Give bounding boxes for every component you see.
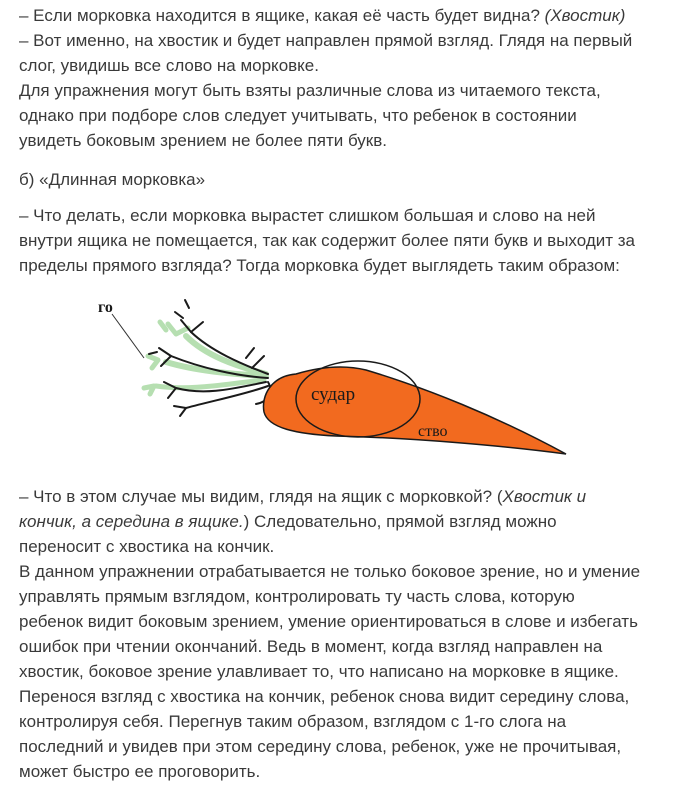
body-syllable-label: судар — [311, 384, 356, 405]
text-line: В данном упражнении отрабатывается не только боковое зрение, но и умение — [19, 562, 641, 581]
text-line: контролируя себя. Перегнув таким образом, взглядом с 1-го слога на — [19, 712, 567, 731]
text-line: переносит с хвостика на кончик. — [19, 537, 275, 556]
tail-syllable-label: го — [98, 299, 113, 316]
tip-syllable-label: ство — [418, 423, 448, 440]
section-heading: б) «Длинная морковка» — [19, 170, 206, 189]
text-line: хвостик, боковое зрение улавливает то, что написано на морковке в ящике. — [19, 662, 619, 681]
question-paragraph — [19, 203, 635, 278]
carrot-figure — [96, 296, 586, 456]
text-line — [19, 3, 632, 28]
text-line: Для упражнения могут быть взяты различные слова из читаемого текста, — [19, 81, 601, 100]
answer-italic: Хвостик и — [502, 487, 587, 506]
text-line — [19, 484, 640, 509]
text-line: может быстро ее проговорить. — [19, 762, 261, 781]
text-line: ошибок при чтении окончаний. Ведь в момент, когда взгляд направлен на — [19, 637, 603, 656]
text-line: Перенося взгляд с хвостика на кончик, ребенок снова видит середину слова, — [19, 687, 630, 706]
answer-italic: кончик, а середина в ящике. — [19, 512, 244, 531]
text-fragment: ) Следовательно, прямой взгляд можно — [243, 512, 557, 531]
text-fragment: – Что в этом случае мы видим, глядя на ящик с морковкой? ( — [19, 487, 503, 506]
text-line: внутри ящика не помещается, так как содержит более пяти букв и выходит за — [19, 231, 635, 250]
text-line: однако при подборе слов следует учитывать, что ребенок в состоянии — [19, 106, 577, 125]
text-line: пределы прямого взгляда? Тогда морковка будет выглядеть таким образом: — [19, 256, 620, 275]
carrot-leaves — [144, 300, 270, 416]
answer-italic: (Хвостик) — [544, 6, 626, 25]
text-line: – Что делать, если морковка вырастет слишком большая и слово на ней — [19, 206, 596, 225]
text-line — [19, 509, 640, 534]
carrot-illustration — [96, 296, 586, 456]
conclusion-paragraph — [19, 484, 640, 784]
label-pointer-line — [112, 314, 144, 358]
carrot-body — [263, 367, 566, 454]
text-fragment: – Если морковка находится в ящике, какая её часть будет видна? — [19, 6, 545, 25]
text-line: последний и увидев при этом середину слова, ребенок, уже не прочитывая, — [19, 737, 622, 756]
text-line: управлять прямым взглядом, контролировать ту часть слова, которую — [19, 587, 575, 606]
text-line: слог, увидишь все слово на морковке. — [19, 56, 319, 75]
intro-paragraph — [19, 3, 632, 153]
text-line: – Вот именно, на хвостик и будет направлен прямой взгляд. Глядя на первый — [19, 31, 633, 50]
text-line: ребенок видит боковым зрением, умение ориентироваться в слове и избегать — [19, 612, 638, 631]
text-line: увидеть боковым зрением не более пяти букв. — [19, 131, 387, 150]
